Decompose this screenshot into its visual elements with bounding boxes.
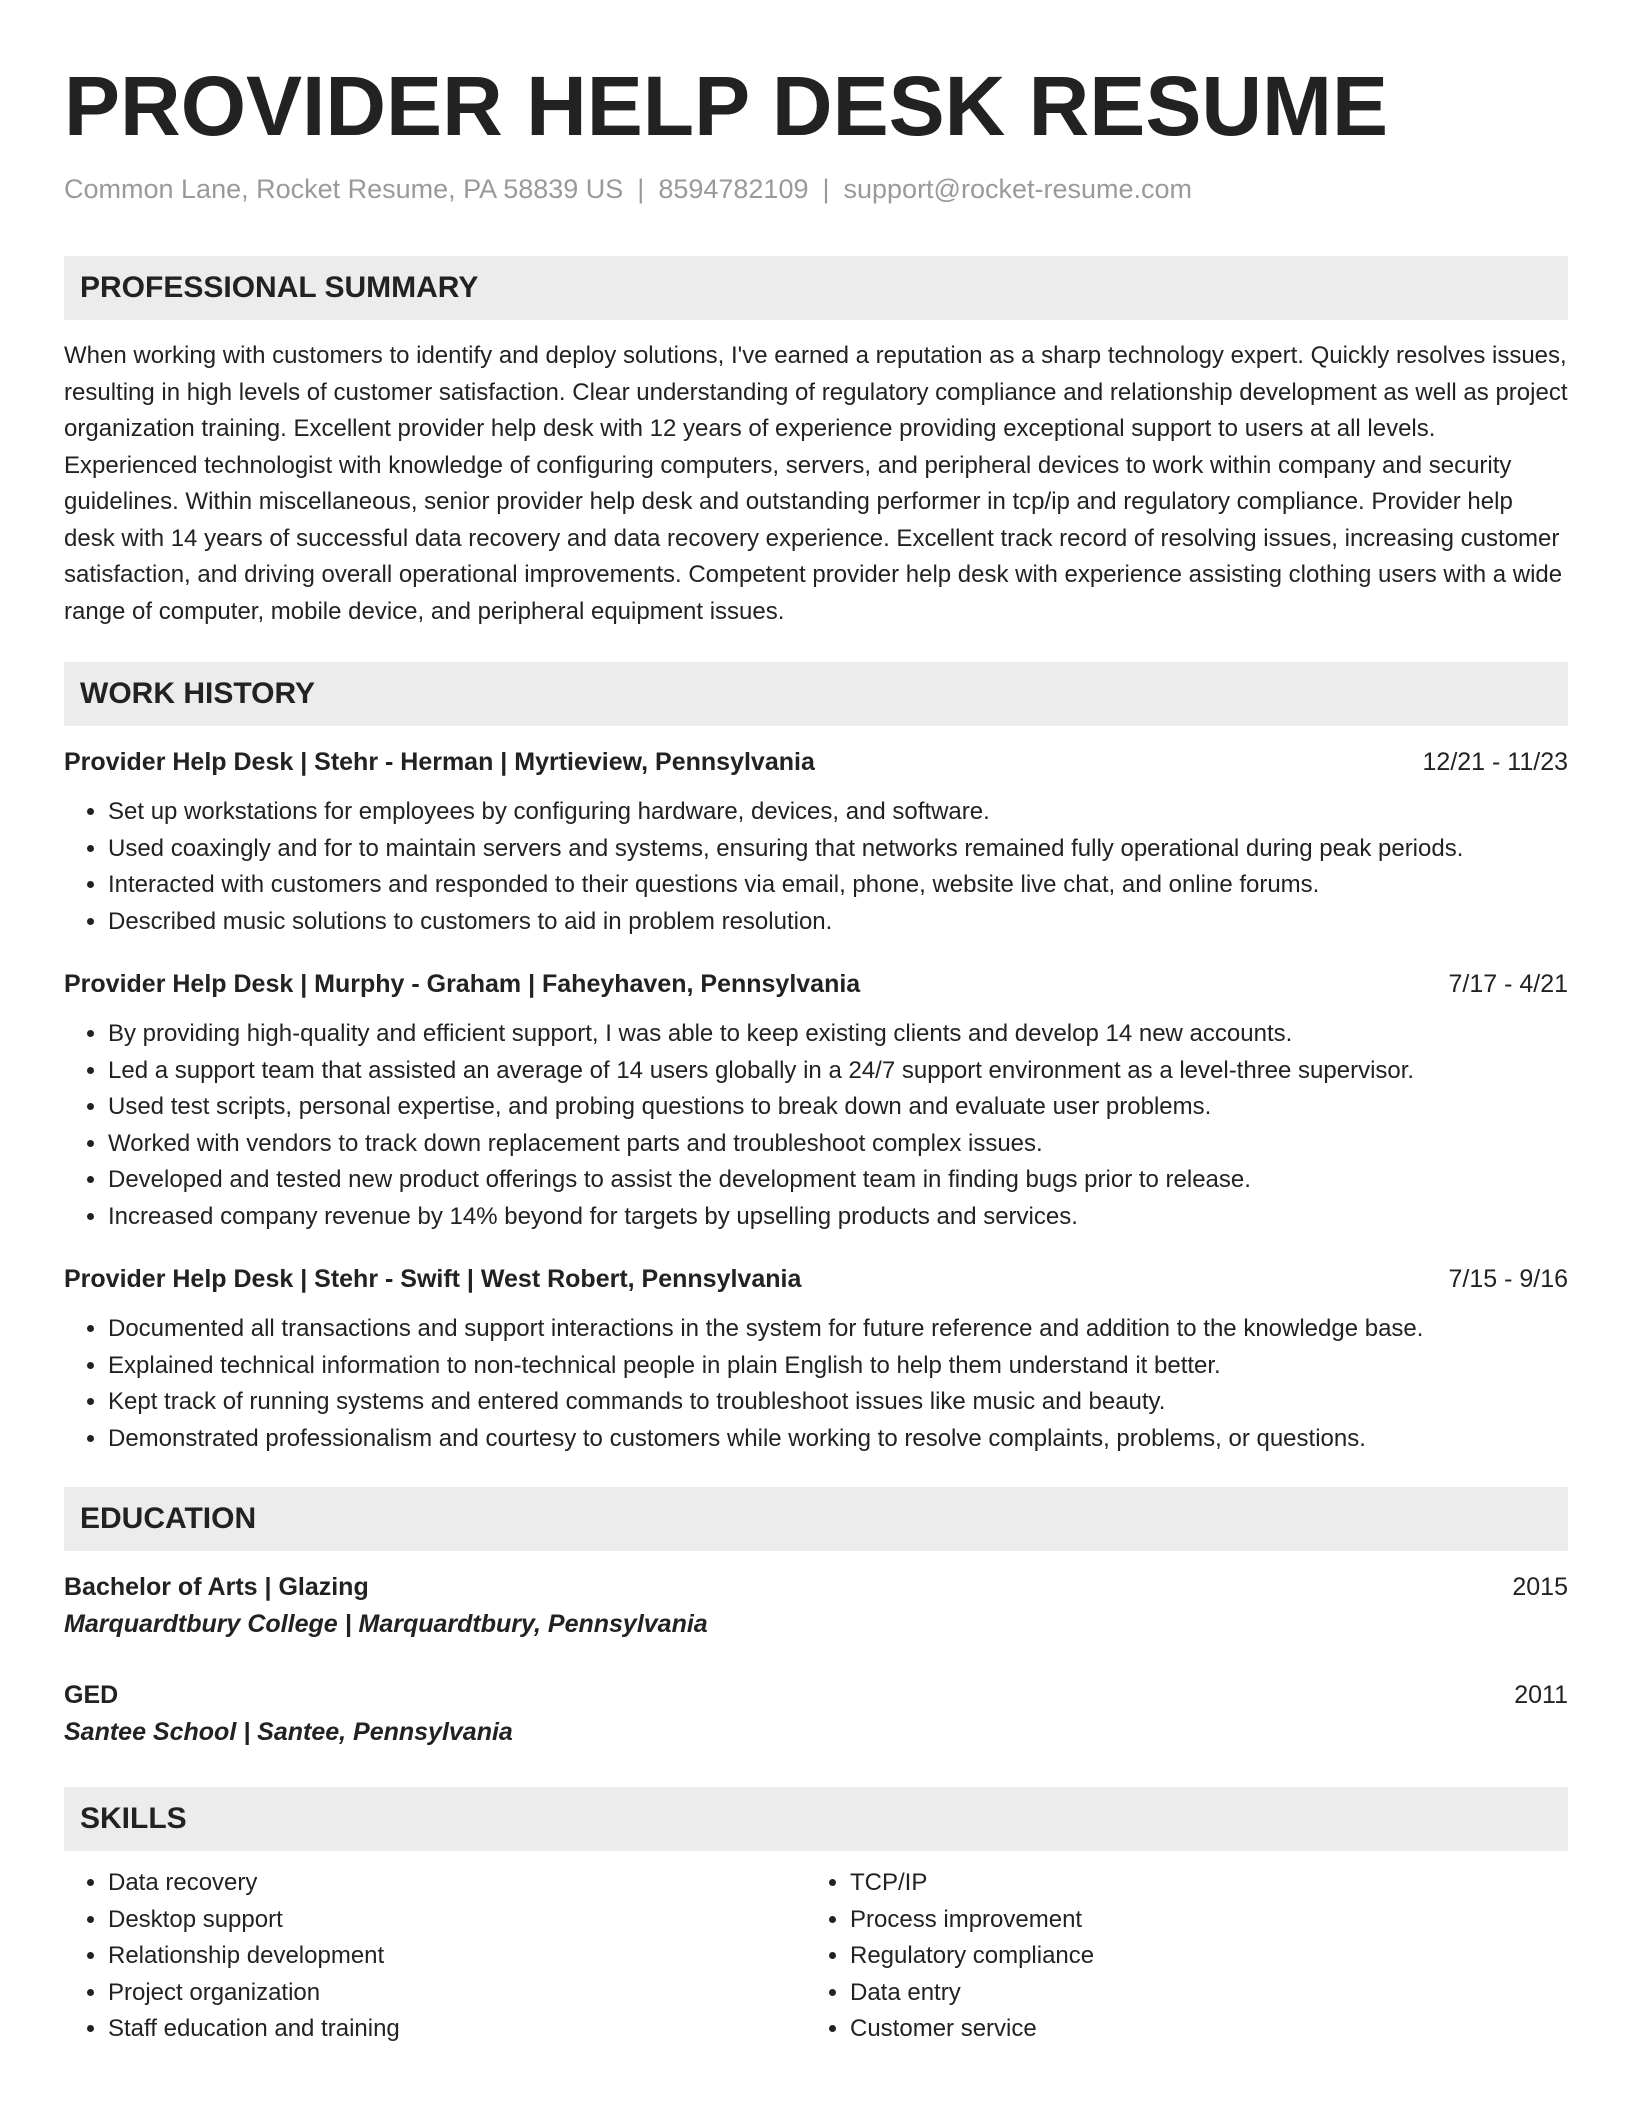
- education-header: [64, 1677, 1568, 1713]
- education-entry: [64, 1677, 1568, 1751]
- job-bullet: • Used coaxingly and for to maintain servers and systems, ensuring that networks remained fully operational during peak periods.: [108, 831, 1568, 868]
- skill-item: • Relationship development: [108, 1938, 806, 1975]
- job-bullet: • Developed and tested new product offerings to assist the development team in finding bugs prior to release.: [108, 1162, 1568, 1199]
- contact-email: support@rocket-resume.com: [843, 174, 1193, 204]
- contact-address: Common Lane, Rocket Resume, PA 58839 US: [64, 174, 624, 204]
- job-bullet: • Documented all transactions and support interactions in the system for future reference and addition to the knowledge base.: [108, 1311, 1568, 1348]
- skills-list: [64, 1865, 806, 2048]
- resume-title: PROVIDER HELP DESK RESUME: [64, 59, 1389, 153]
- job-dates: 12/21 - 11/23: [1422, 748, 1568, 776]
- section-header-summary: PROFESSIONAL SUMMARY: [64, 256, 1568, 320]
- job-bullets: [64, 1311, 1568, 1457]
- job-bullets: [64, 1016, 1568, 1235]
- job-bullet: • Used test scripts, personal expertise, and probing questions to break down and evaluate user problems.: [108, 1089, 1568, 1126]
- job-entry: [64, 744, 1568, 940]
- job-entry: [64, 1261, 1568, 1457]
- skills-list: [806, 1865, 1548, 2048]
- contact-separator: |: [822, 174, 830, 204]
- resume-content: [64, 58, 1568, 2048]
- job-dates: 7/15 - 9/16: [1448, 1265, 1568, 1293]
- job-bullet: • Worked with vendors to track down replacement parts and troubleshoot complex issues.: [108, 1126, 1568, 1163]
- school: Santee School | Santee, Pennsylvania: [64, 1718, 513, 1746]
- skill-item: • TCP/IP: [850, 1865, 1548, 1902]
- section-header-education: EDUCATION: [64, 1487, 1568, 1551]
- job-entry: [64, 966, 1568, 1235]
- skill-item: • Regulatory compliance: [850, 1938, 1548, 1975]
- skills-grid: [64, 1865, 1568, 2048]
- job-dates: 7/17 - 4/21: [1448, 970, 1568, 998]
- skill-item: • Staff education and training: [108, 2011, 806, 2048]
- skill-item: • Data entry: [850, 1975, 1548, 2012]
- job-title: Provider Help Desk | Stehr - Herman | Myrtieview, Pennsylvania: [64, 748, 815, 776]
- contact-separator: |: [637, 174, 645, 204]
- school: Marquardtbury College | Marquardtbury, Pennsylvania: [64, 1610, 708, 1638]
- contact-phone: 8594782109: [658, 174, 809, 204]
- job-title: Provider Help Desk | Stehr - Swift | West Robert, Pennsylvania: [64, 1265, 802, 1293]
- skill-item: • Data recovery: [108, 1865, 806, 1902]
- job-bullet: • Interacted with customers and responded to their questions via email, phone, website live chat, and online forums.: [108, 867, 1568, 904]
- skill-item: • Process improvement: [850, 1902, 1548, 1939]
- job-header: [64, 744, 1568, 780]
- skills-column-right: [806, 1865, 1548, 2048]
- job-bullet: • By providing high-quality and efficient support, I was able to keep existing clients and develop 14 new accounts.: [108, 1016, 1568, 1053]
- job-bullet: • Set up workstations for employees by configuring hardware, devices, and software.: [108, 794, 1568, 831]
- skill-item: • Project organization: [108, 1975, 806, 2012]
- summary-text: When working with customers to identify and deploy solutions, I've earned a reputation as a sharp technology expert. Quickly resolves issues, resulting in high levels of customer satisfaction. Clear understanding of regulatory compliance and relationship development as well as project organization training. Excellent provider help desk with 12 years of experience providing exceptional support to users at all levels. Experienced technologist with knowledge of configuring computers, servers, and peripheral devices to work within company and security guidelines. Within miscellaneous, senior provider help desk and outstanding performer in tcp/ip and regulatory compliance. Provider help desk with 14 years of successful data recovery and data recovery experience. Excellent track record of resolving issues, increasing customer satisfaction, and driving overall operational improvements. Competent provider help desk with experience assisting clothing users with a wide range of computer, mobile device, and peripheral equipment issues.: [64, 342, 1568, 625]
- job-bullet: • Led a support team that assisted an average of 14 users globally in a 24/7 support environment as a level-three supervisor.: [108, 1053, 1568, 1090]
- education-header: [64, 1569, 1568, 1605]
- job-title: Provider Help Desk | Murphy - Graham | Faheyhaven, Pennsylvania: [64, 970, 861, 998]
- job-bullet: • Increased company revenue by 14% beyond for targets by upselling products and services.: [108, 1199, 1568, 1236]
- degree: GED: [64, 1681, 119, 1709]
- job-bullet: • Demonstrated professionalism and courtesy to customers while working to resolve complaints, problems, or questions.: [108, 1421, 1568, 1458]
- job-header: [64, 1261, 1568, 1297]
- section-header-skills: SKILLS: [64, 1787, 1568, 1851]
- graduation-year: 2015: [1512, 1573, 1568, 1601]
- skill-item: • Desktop support: [108, 1902, 806, 1939]
- graduation-year: 2011: [1514, 1681, 1568, 1709]
- job-header: [64, 966, 1568, 1002]
- job-bullet: • Kept track of running systems and entered commands to troubleshoot issues like music and beauty.: [108, 1384, 1568, 1421]
- skill-item: • Customer service: [850, 2011, 1548, 2048]
- job-bullets: [64, 794, 1568, 940]
- skills-column-left: [64, 1865, 806, 2048]
- job-bullet: • Described music solutions to customers to aid in problem resolution.: [108, 904, 1568, 941]
- degree: Bachelor of Arts | Glazing: [64, 1573, 369, 1601]
- education-entry: [64, 1569, 1568, 1643]
- section-header-work-history: WORK HISTORY: [64, 662, 1568, 726]
- job-bullet: • Explained technical information to non-technical people in plain English to help them understand it better.: [108, 1348, 1568, 1385]
- contact-line: [64, 172, 1568, 206]
